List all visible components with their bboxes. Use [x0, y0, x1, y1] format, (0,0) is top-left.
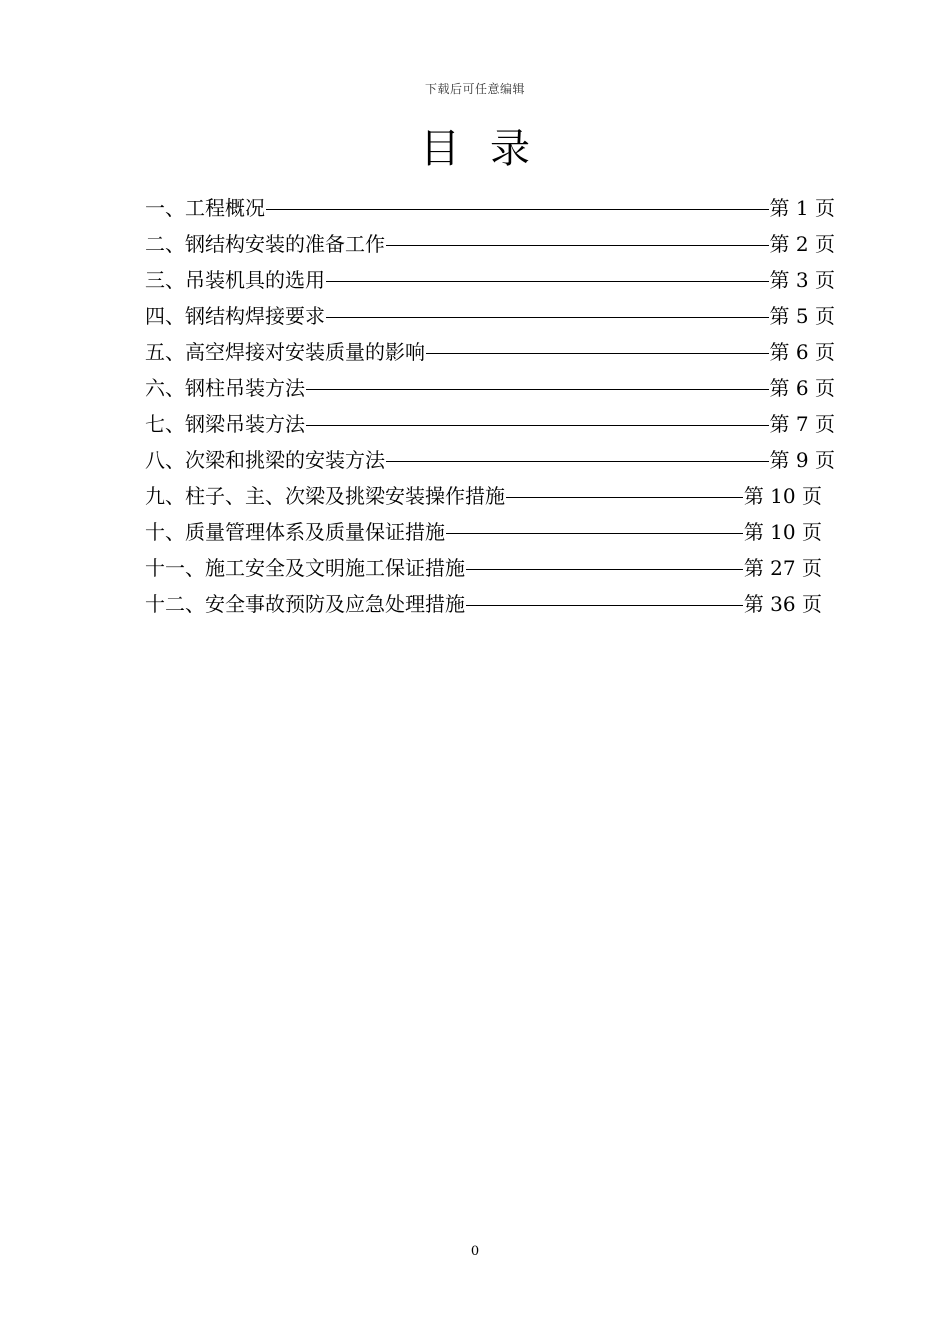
- toc-entry-page: 第 2 页: [769, 232, 835, 256]
- toc-entry[interactable]: [145, 406, 835, 442]
- page-number: 0: [470, 1244, 480, 1259]
- toc-entry[interactable]: [145, 514, 822, 550]
- toc-entry-page: 第 36 页: [743, 592, 822, 616]
- toc-leader-line: [326, 317, 769, 318]
- toc-entry[interactable]: [145, 550, 822, 586]
- toc-leader-line: [306, 389, 769, 390]
- toc-leader-line: [466, 605, 743, 606]
- toc-entry-label: 十、质量管理体系及质量保证措施: [145, 520, 445, 544]
- toc-entry-page: 第 1 页: [769, 196, 835, 220]
- toc-entry-label: 八、次梁和挑梁的安装方法: [145, 448, 385, 472]
- toc-leader-line: [426, 353, 769, 354]
- toc-entry-page: 第 5 页: [769, 304, 835, 328]
- toc-leader-line: [326, 281, 769, 282]
- toc-entry-page: 第 3 页: [769, 268, 835, 292]
- toc-leader-line: [446, 533, 743, 534]
- toc-entry[interactable]: [145, 190, 835, 226]
- toc-entry-page: 第 9 页: [769, 448, 835, 472]
- toc-entry-label: 五、高空焊接对安装质量的影响: [145, 340, 425, 364]
- toc-entry-page: 第 10 页: [743, 484, 822, 508]
- toc-entry[interactable]: [145, 370, 835, 406]
- toc-entry[interactable]: [145, 442, 835, 478]
- toc-leader-line: [386, 461, 769, 462]
- toc-entry-label: 六、钢柱吊装方法: [145, 376, 305, 400]
- toc-entry[interactable]: [145, 478, 822, 514]
- toc-entry-label: 三、吊装机具的选用: [145, 268, 325, 292]
- toc-entry-page: 第 10 页: [743, 520, 822, 544]
- toc-entry-page: 第 7 页: [769, 412, 835, 436]
- toc-entry-page: 第 27 页: [743, 556, 822, 580]
- page-header: 下载后可任意编辑: [424, 82, 525, 96]
- toc-entry-label: 四、钢结构焊接要求: [145, 304, 325, 328]
- document-title: 目录: [420, 126, 560, 172]
- toc-entry-label: 七、钢梁吊装方法: [145, 412, 305, 436]
- toc-entry-page: 第 6 页: [769, 376, 835, 400]
- toc-leader-line: [506, 497, 743, 498]
- toc-entry[interactable]: [145, 334, 835, 370]
- toc-entry-page: 第 6 页: [769, 340, 835, 364]
- toc-entry[interactable]: [145, 226, 835, 262]
- toc-entry[interactable]: [145, 262, 835, 298]
- toc-leader-line: [266, 209, 769, 210]
- toc-leader-line: [386, 245, 769, 246]
- toc-leader-line: [306, 425, 769, 426]
- table-of-contents: [145, 190, 835, 622]
- toc-entry-label: 九、柱子、主、次梁及挑梁安装操作措施: [145, 484, 505, 508]
- toc-entry[interactable]: [145, 298, 835, 334]
- toc-entry-label: 十二、安全事故预防及应急处理措施: [145, 592, 465, 616]
- toc-entry-label: 二、钢结构安装的准备工作: [145, 232, 385, 256]
- toc-entry[interactable]: [145, 586, 822, 622]
- toc-leader-line: [466, 569, 743, 570]
- toc-entry-label: 十一、施工安全及文明施工保证措施: [145, 556, 465, 580]
- toc-entry-label: 一、工程概况: [145, 196, 265, 220]
